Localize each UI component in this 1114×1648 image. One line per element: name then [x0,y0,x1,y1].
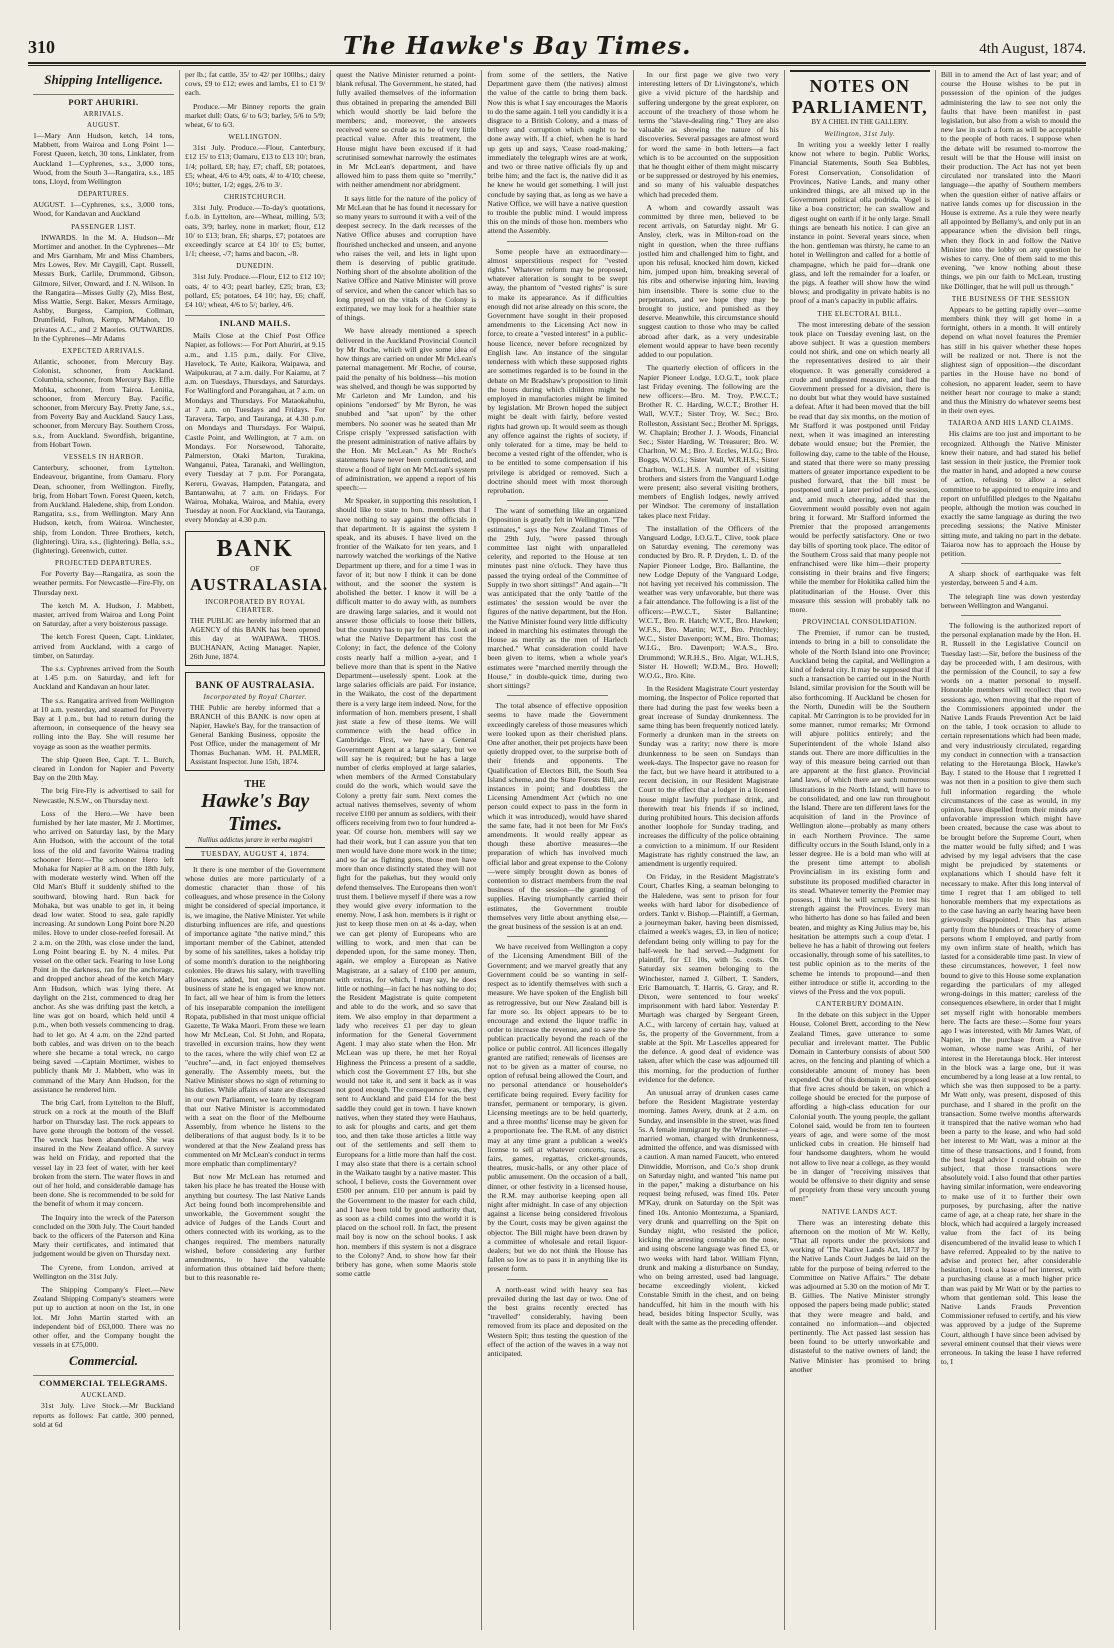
news-paragraph: The Premier, if rumor can be trusted, intends to bring in a bill to consolidate the whole of the North Island into one Province; Auckland being the capital, and Wellington a kind of federal city. It may be supposed that if such a transaction be carried out in the North Island, similar provision for the South will be also forthcoming. If Auckland be chosen for the North, Dunedin will be the Southern capital. Mr Carrington is to be provided for in some manner, rumor remarks; Mr Ormond will abjure politics entirely; and the Superintendent of the whole Island also stands out. There are more difficulties in the way of this measure being carried out than are apparent at the first glance. Provincial land laws, of which there are such numerous illustrations in the North Island, will have to be consolidated, and one law run throughout the Island. There are ten different laws for the acquisition of land in the Province of Wellington alone—probably as many others in each Northern Province. The same difficulty occurs in the South Island, only in a lesser degree. He is a bold man who will at the present time attempt to abolish Provincialism in its existing form and substitute its proposed modified character in its stead. Whatever temerity the Premier may possess, I think he will scruple to test his strength against the Provinces. Every man who hitherto has done so has failed and been beaten, and mighty as King Julius may be, his hesitation be attempts such a coup d'etat. I believe he has a habit of throwing out feelers occasionally, through some of his satellites, to test public opinion as to the merits of the scheme he intends to propound—and then either introduce or stifle it, according to the views of the Press and the vox populi. [789,628,930,997]
electoral-bill-heading: THE ELECTORAL BILL. [817,309,902,318]
news-paragraph: In the debate on this subject in the Upper House, Colonel Brett, according to the New Zealand Times, gave utterance to some peculiar and irrelevant matter. The Public Domain in Canterbury consists of about 500 acres, on the fencing and planting of which a considerable amount of money has been expended. Out of this domain it was proposed that five acres should be taken, on which a college should be erected for the purpose of affording a high-class education for our Colonial youth. The young people, the gallant Colonel said, would be from ten to fourteen years of age, and were some of the most unlicked cubs in creation. He himself had four handsome daughters, whom he would not allow to live near a college, as they would be in danger of "receiving missives that would be offensive to their dignity and sense of propriety from these very uncouth young men!" [789,1010,930,1204]
editorial-masthead-title: Hawke's Bay Times. [200,789,310,835]
business-session-heading: THE BUSINESS OF THE SESSION [951,294,1070,303]
projected-text: For Poverty Bay—Rangatira, as soon the weather permits. For Newcastle—Fire-Fly, on Thursday next. [33,569,175,597]
news-paragraph: On Friday, in the Resident Magistrate's Court, Charles King, a seaman belonging to the Haledene, was sent to prison for four weeks with hard labor for disobedience of orders. Tankt v. Bishop.—Plaintiff, a German, a journeyman baker, having been dismissed, claimed a week's wages, £3, in lieu of notice; defendant being only willing to pay for the half-week he had served.—Judgment for plaintiff, for £1 10s, with 5s. costs. On Saturday six seamen belonging to the Winchester, named J. Gilbert, T. Sanders, Eric Bamouatch, T. Harris, G. Gray, and R. Dixon, were sentenced to four weeks' imprisonment with hard labor. Yesterday P. Murtagh was charged by Sergeant Green, A.C., with larceny of certain hay, valued at 5s, the property of the Government, from a stable at the Spit. Mr Lascelles appeared for the defence. A good deal of evidence was taken, after which the case was adjourned till this morning, for the production of further evidence for the defence. [638,872,779,1084]
bank-advertisement [185,531,329,666]
bank2-incorporated: Incorporated by Royal Charter. [203,692,307,701]
news-paragraph: The Shipping Company's Fleet.—New Zealand Shipping Company's steamers were put up to auction at noon on the 1st, in one lot. Mr John Martin started with an independent bid of £63,000. There was no other offer, and the Company bought the vessels in at £75,000. [33,1284,175,1350]
editorial-paragraph: A north-east wind with heavy sea has prevailed during the last day or two. One of the best grains recently erected has "travelled" considerably, having been removed from its place and deposited on the Western Spit; thus testing the question of the effect of the action of the waves in a way not anticipated. [487,1284,628,1359]
passenger-text: INWARDS. In the M. A. Hudson—Mr Mortimer and another. In the Cyphrenes—Mr and Mrs Garnham, Mr and Miss Chambers, Mrs Lowes, Rev. Mr Caygill, Capt. Russell, Messrs Burk, Carlile, Drummond, Gibson, Gilmore, Silver, Onward, and J. N. Wilson. In the Rangatira—Misses Gully (2), Miss Best, Miss Wattie, Sergt. Baker, Messrs Armitage, Ashby, Burgess, Campion, Collman, Drumfield, Fulton, Kemp, M'Mahon, 10 privates A.C., and 2 Maories. OUTWARDS. In the Cyphrenes—Mr Adams [33,232,175,343]
editorial-paragraph: Mr Speaker, in supporting this resolution, I should like to state to hon. members that I have nothing to say against the officials in that department. It is against the system I speak, and its abuses. I have lived on the frontier of the Waikato for ten years, and I narrowly watched the workings of the Native Department up there, and for a time I was in favor of it; but now I think it can be done without, and the sooner the system is abolished the better. I know it will be a difficult matter to do away with, as numbers are drawing large salaries, and it would not answer those officials to loose their billets, but the country has to pay for all this. Look at what the Native Department has cost the Colony; in fact, the defence of the Colony costs nearly half a million a-year, and I believe more than that is spent in the Native Department—uselessly spent. Look at the large salaries officials are paid. For instance, in the Waikato, the cost of the department there is a very large item indeed. Now, for the information of hon. members present, I shall just state a few of these items. We will commence with the head office in Cambridge. First, we have a General Government Agent at a large salary, but we will say he is required; but he has a large number of clerks employed at large salaries, when members of the Armed Constabulary could do the work, which would save the Colony a pretty fair sum. Next comes the actual natives themselves, seventy of whom receive £100 per annum as soldiers, with their officers receiving from two to four hundred a-year. Of course hon. members will say we had their work, but I can assure you that ten men would have done more work in the time; and so far as fighting goes, those men have more than once distinctly stated they will not fight for the pakehas, but they would only defend themselves. The Europeans then won't trust them. I believe myself if there was a row they would give every information to the enemy. Now, I ask hon. members is it right or just to keep those men on at 4s a-day, when we can get plenty of Europeans who are willing to work, and men that can be depended upon, for the same money. Then, again, we employ a European as Native Magistrate, at a salary of £100 per annum, with extras, for which, I may say, he does little or nothing—in fact he has nothing to do; the Resident Magistrate is quite competent and able to do the work, and so save that item. We also employ in that department a lady who receives £1 per day to glean information for the General Government Agent. I may also state when the Hon. Mr McLean was up there, he met her Royal Highness the Princess a present of a saddle, which cost the Government £7 10s, but she would not take it, and sent it back as it was not good enough. The consequence was, they sent to Auckland and paid £14 for the best saddle they could get in town. I have known natives, when they stated they were Hauhaus, to ask for ploughs and carts, and get them too, and then take those articles a little way out of the settlements and sell them to Europeans for a little more than half the cost. I may also state that there is a certain school in the Waikato taught by a native master. This school, I believe, costs the Government over £500 per annum. £10 per annum is paid by the Government to the master for each child, and I have been told by good authority that, as soon as a child comes into the world it is placed on the school roll. In fact, the present mail boy is now on the school books. I ask hon. members if this system is not a disgrace to the Colony? And, to show how far their bribery has gone, when some Maoris stole some cattle [336,496,477,1279]
bank-ad-incorporated: INCORPORATED BY ROYAL CHARTER. [205,597,306,614]
editorial-paragraph: Some people have an extraordinary—almost superstitious respect for "vested rights." Whatever reform may be proposed, whatever alteration is sought to be swept away, the phantom of "vested rights" is sure to make its appearance. As if difficulties enough did not arise already on this score, the Government have sought in their proposed amendments to the Licensing Act now in force, to create a "vested interest" in a public-house licence, never before recognized by English law. An instance of the singular tenderness with which these supposed rights are sometimes regarded is to be found in the debate on Mr Bradshaw's proposition to limit the hours during which children might be employed in manufactories might be limited by legislation. Mr Brown hoped the subject might be dealt with fairly, before vested rights had grown up. It would seem as though any offence against the rights of society, if only tolerated for a time, may be held to become a vested right of the offender, who is to be entitled to some compensation if his privilege is abridged or removed. Such a doctrine should meet with most thorough reprobation. [487,246,628,495]
news-paragraph: The installation of the Officers of the Vanguard Lodge, I.O.G.T., Clive, took place on Saturday evening. The ceremony was conducted by Bro. R. P. Dryden, L. D. of the Napier Pioneer Lodge, Bro. Ballantine, the new Lodge Deputy of the Vanguard Lodge, not having yet received his commission. The weather was very unfavorable, but there was a fair attendance. The following is a list of the officers:—P.W.C.T., Sister Ballantine; W.C.T., Bro. R. Hatch; W.V.T., Bro. Hawken; W.F.S., Bro. Martin; W.T., Bro. Pritchley; W.C., Sister Davenport; W.M., Bro. Thomas; W.I.G., Bro. Davenport; W.A.S., Bro. Drummond; W.R.H.S., Bro. Algar, W.L.H.S, Sister H. Howell; W.D.M., Bro. Howell; W.O.G., Bro. Kite. [638,523,779,680]
arrivals-heading: ARRIVALS. [83,110,124,118]
bank-ad-text: THE PUBLIC are hereby informed that an AGENCY of this BANK has been opened this day at WAIPAWA. THOS. BUCHANAN, Acting Manager. Napier, 26th June, 1874. [190,615,321,661]
projected-heading: PROJECTED DEPARTURES. [55,559,152,568]
news-paragraph: The ship Queen Bee, Capt. T. L. Burch, cleared in London for Napier and Poverty Bay on the 20th May. [33,754,175,783]
editorial-paragraph: quest the Native Minister returned a point-blank refusal. The Government, he stated, had fully availed themselves of the information thus obtained in preparing the amended Bill which would shortly be laid before the members; and, moreover, the answers received were so crude as to be of very little practical value. After this treatment, the House might have been excused if it had scrutinised somewhat narrowly the estimates in Mr McLean's department, and have allowed him to pass them quite so "merrily," with neither amendment nor abridgment. [336,70,477,190]
news-paragraph: The following is the authorized report of the personal explanation made by the Hon. H. R. Russell in the Legislative Council on Tuesday last:—Sir, before the business of the day be proceeded with, I am desirous, with the permission of the Council, to say a few words on a matter personal to myself. Honorable members will recollect that two sessions ago, when moving that the report of the Commissioners appointed under the Native Lands Frauds Prevention Act be laid on the table, I took occasion to allude to certain representations which had been made, and very industriously circulated, regarding my conduct in connection with a transaction relating to the Heretaunga Block, Hawke's Bay. I stated to the House that I regretted I was not then in a position to give them such full information regarding the whole circumstances of the case as would, in my opinion, have dispelled from their minds any unfavorable impression which might have been created, because the case was about to be brought before the Supreme Court, when the matter would be fully sifted; and I was advised by my legal advisers that the case might be prejudiced by statements or explanations which I should have felt it necessary to make. After this long interval of time I regret that I am obliged to tell honorable members that my expectations as to the case having an early hearing have been grievously disappointed. This has arisen partly from the blunders or treachery of some persons whom I employed, and partly from my own infirm state of health, which has lasted for a considerable time past. In view of these circumstances, however, I feel now bound to give to this House some explanation regarding the particulars of my alleged wrong-doings in this matter; careless of the consequences elsewhere, in order that I might set myself right with honorable members here. The facts are these:—Some four years ago I was interested, with Mr James Watt, of Napier, in the purchase from a Native woman, whose name was Arihi, of her interest in the Heretaunga block. Her interest in the block was a large one, but it was encumbered by a long lease at a low rental, to which she was then supposed to be a party. Mr Watt only, was present, disposed of this purchase, and I shared in the profit on the transaction. Some twelve months afterwards it transpired that the native woman who had been a party to the lease, and who had sold her interest to Mr Watt, was a minor at the time of these transactions, and I found, from the best legal advice I could obtain on the subject, that those transactions were absolutely void. I also found that other parties having similar information, were endeavoring to make use of it to further their own purposes, by purchasing, after the native came of age, at a cheap rate, her share in the block, which had acquired a largely increased value from the fact of its being disencumbered of the invalid lease to which I have referred. Appealed to by the native to advise and protect her, after considerable hesitation, I took a lease of her interest, with a purchasing clause at a much higher price than was paid by Mr Watt or by the parties to whom that gentleman sold. This lease the Native Lands Frauds Prevention Commissioner refused to certify, and his view was approved by a judge of the Supreme Court, although I have since been advised by several eminent counsel that their views were erroneous. In taking the lease I have referred to, I [940,620,1081,1367]
port-heading: PORT AHURIRI. [33,94,174,107]
news-paragraph: A sharp shock of earthquake was felt yesterday, between 5 and 4 a.m. [940,569,1081,588]
column-3 [330,70,481,1630]
news-paragraph: In the Resident Magistrate Court yesterday morning, the Inspector of Police reported that there had during the past few weeks been a great increase of Sunday drunkenness. The same thing has been frequently noticed lately. Formerly a drunken man in the streets on Sunday was a rarity; now there is more drunkenness to be seen on Sundays than week-days. The Inspector gave no reason for the fact, but we have heard it attributed to a recent decision, in our Resident Magistrate Court to the effect that a lodger in a licensed house might lawfully purchase drink, and therewith treat his friends if so inclined, during prohibited hours. This decision affords another loophole for Sunday trading, and increases the difficulty of the police obtaining a conviction to a minimum. If our Resident Magistrate has rightly construed the law, an amendment is urgently required. [638,684,779,869]
bank-ad-name: AUSTRALASIA. [190,574,329,594]
bank-ad-title: BANK [216,535,294,562]
news-paragraph: The Inquiry into the wreck of the Paterson concluded on the 30th July. The Court handed back to the officers of the Paterson and Kina Mary their certificates, and intimated that judgement would be given on Thursday next. [33,1212,175,1259]
editorial-dateline: TUESDAY, AUGUST 4, 1874. [185,847,325,860]
departures-heading: DEPARTURES. [77,190,130,199]
editorial-paragraph: It says little for the nature of the policy of Mr McLean that he has found it necessary for so many years to surround it with a veil of the deepest secrecy. In the dark recesses of the Native Office abuses and corruption have flourished unchecked and unseen, and anyone who raises the veil, and lets in light upon them is deserving of public gratitude. Nothing short of the absolute abolition of the Native Office and Native Minister will prove of service, and when the cancer which has so long preyed on the vitals of the Colony is extirpated, we may look for a healthier state of things. [336,193,477,323]
section-title-shipping: Shipping Intelligence. [44,72,163,87]
news-paragraph: His claims are too just and important to be recognized. Although the Native Minister knew their nature, and had stated his belief last session in their justice, the Premier took the matter in hand, and adopted a new course of action, refusing to allow a select committee to be appointed to enquire into and report on unfulfilled pledges to the Ngaitahu people, although the motion was couched in exactly the same language as during the two preceding sessions; the Native Minister sitting mute, and taking no part in the debate. Taiaroa now has to approach the House by petition. [940,429,1081,558]
notes-on-parliament-title: NOTES ON PARLIAMENT, [790,70,930,118]
section-title-commercial: Commercial. [69,1353,138,1369]
divider [507,241,607,242]
editorial-paragraph: We have received from Wellington a copy of the Licensing Amendment Bill of the Government; and we marvel greatly that any Government could be so wanting in self-respect as to identify themselves with such a measure. We have spoken of the English bill as retrogressive, but our New Zealand bill is far more so. Its object appears to be to encourage and extend the liquor traffic in order to increase the revenue, and to save the publican practically beyond the reach of the police or public control. All licences illegally granted are ratified; renewals of licenses are not to be given as a matter of course, no option of refusal being allowed the Court, and no personal attendance or householder's certificate being required. Every facility for transfer, permanent or temporary, is given. Licensing meetings are to be held quarterly, and a three months' license may be given for a proportionate fee. The R.M. of any district may at any time grant a publican a week's license to sell at whatever concerts, races, fairs, games, regattas, cricket-grounds, theatres, music-halls, or any other place of public amusement. On the occasion of a ball, dinner, or other festivity in a licensed house, the R.M. may authorise keeping open all night after midnight. In case of any objection against a license being considered frivolous by the Court, costs may be given against the objector. The Bill might have been drawn by a committee of wholesale and retail liquor-dealers; but we do not think the House has fallen so low as to pass it in anything like its present form. [487,942,628,1274]
news-paragraph: per lb.; fat cattle, 35/ to 42/ per 100lbs.; dairy cows, £9 to £12; ewes and lambs, £1 to £1 9/ each. [185,70,326,98]
header-rule [28,65,1086,66]
page-header [28,26,1086,64]
news-paragraph: Bill in to amend the Act of last year; and of course the House wishes to be put in possession of the opinion of the judges administering the law to see not only the faults that have been manifest in past legislation, but also from a wish to mould the new law in such a form as will be acceptable to the people of both races. I suppose when the debate will be resumed to-morrow the result will be that the House will insist on their production. The Act has not yet been circulated nor translated into the Maori language—the apathy of Southern members when the question either of native affairs or native lands comes up for discussion in the House is extreme. As a rule they were nearly all appointed by Bellamy's, and only put in an appearance when the division bell rings, when they flock in and follow the Native Minister into the lobby on any question he wishes to carry. One of them said to me this evening, "we know nothing about these things, we pin our faith to McLean, trusting like Döllinger, that he will pull us through." [940,70,1081,291]
departures-text: AUGUST. 1—Cyphrenes, s.s., 3,000 tons, Wood, for Kandavan and Auckland [33,200,175,219]
commercial-telegrams-heading: COMMERCIAL TELEGRAMS. [33,1375,174,1388]
column-4 [481,70,632,1630]
page-number: 310 [28,37,55,57]
vessels-text: Canterbury, schooner, from Lyttelton. Endeavour, brigantine, from Oamaru. Flory Dean, schooner, from Wellington. Firefly, brig, from Hobart Town. Forest Queen, ketch, from Auckland. Haledene, ship, from London. Rangatira, s.s., from Wellington. Mary Ann Hudson, ketch, from Wairoa. Winchester, ship, from London. Three Brothers, ketch, (lightering). Uira, s.s., (lightering). Bella, s.s., (lightering). Greenwich, cutter. [33,463,175,555]
passenger-heading: PASSENGER LIST. [71,222,136,231]
news-paragraph: The ketch M. A. Hudson, J. Mabbett, master, arrived from Wairoa and Long Point on Saturday, after a very boisterous passage. [33,600,175,629]
news-paragraph: The telegraph line was down yesterday between Wellington and Wanganui. [940,591,1081,610]
news-paragraph: The most interesting debate of the session took place on Tuesday evening last, on the above subject. It was a question members could not shirk, and one on which nearly all the representatives desired to air their eloquence. It was generally considered a crude and undigested measure, and had the Government pressed for a division, there is no doubt but what they would have sustained a defeat. After it had been moved that the bill be read that day six months, on the motion of Mr Stafford it was postponed until Friday next, when it was imagined an interesting debate would ensue; but the Premier, the following day, came to the table of the House, and stated that there were so many pressing matters of greater importance expedient to be pushed forward, that the bill must be postponed until a later period of the session, and, amid much cheering, added that the Government would possibly even not again bring it forward. Mr Stafford informed the Premier that the proposed arrangements would be perfectly satisfactory. One or two day bills of sporting took place. The editor of the Southern Cross said that many people not enfranchised were like him—their property consisting in their brains and five fingers; while the member for Hokitika called him the platitudinarian of the House. Over this measure this session will probably talk no more. [789,319,930,614]
column-1 [28,70,179,1630]
column-2 [179,70,330,1630]
news-paragraph: 31st July. Produce.—Flour, £12 to £12 10/; oats, 4/ to 4/3; pearl barley, £25; bran, £3; pollard, £5; potatoes, £4 10/; hay, £6; chaff, £4 10/; wheat, 4/6 to 5/; barley, 4/6. [185,272,326,310]
news-paragraph: The ketch Forest Queen, Capt. Linklater, arrived from Auckland, with a cargo of timber, on Saturday. [33,632,175,660]
provincial-consolidation-heading: PROVINCIAL CONSOLIDATION. [802,618,917,627]
inland-mails-text: Mails Close at the Chief Post Office Napier, as follows:— For Port Ahuriri, at 9.15 a.m., and 1.15 p.m., daily. For Clive, Havelock, Te Aute, Kaikora, Waipawa, and Waipukurau, at 7 a.m. daily. For Kaiamu, at 7 a.m. on Tuesdays, Thursdays, and Saturdays. For Wallingford and Porangahau, at 7 a.m. on Mondays and Thursdays. For Mataokahuhu, at 7 a.m. on Tuesdays and Fridays. For Taravera, Tarpo, and Tauranga, at 4.30 p.m. on Mondays and Thursdays. For Waipui, Castle Point, and Wellington, at 7 a.m. on Mondays. For Norsewood, Tahoraite, Palmerston, Otaki Marton, Turakina, Wanganui, Patea, Taranaki, and Wellington, every Tuesday at 7 p.m. For Porangata, Kereru, Gwavas, Hampden, Patangata, and Bantanwahu, at 7 a.m. on Fridays. For Wairoa, Mohaka, Wairoa, and Mahia, every Tuesday at noon. For Auckland, via Tauranga, every Monday at 4.30 p.m. [185,331,326,525]
divider [507,936,607,937]
notes-dateline: Wellington, 31st July. [824,130,896,138]
arrivals-text: 1—Mary Ann Hudson, ketch, 14 tons, Mabbett, from Wairoa and Long Point 1—Forest Queen, ketch, 30 tons, Linklater, from Auckland 1—Cyphrenes, s.s., 3,000 tons, Wood, from the South 3—Rangatira, s.s., 185 tons, Lloyd, from Wellington [33,131,175,187]
news-paragraph: Loss of the Hero.—We have been furnished by her late master, Mr J. Mortimer, who arrived on Saturday last, by the Mary Ann Hudson, with the account of the total loss of the old and favorite Wairoa trading schooner Hero:—The schooner Hero left Mohaka for Napier at 8 a.m. on the 18th July, with moderate westerly wind. When off the Old Man's Bluff it suddenly shifted to the southward, blowing hard. Run back for Mohaka, but was unable to get in, it being dead low water. Stood to sea, gale rapidly increasing. At sundown Long Point bore N.20 miles. Hove to under close-reefed foresail. At 2 a.m. on the 20th, was close under the land, Long Point bearing E. by N. 4 miles. Put vessel on the other tack. Fearing to lose Long Point in the darkness, ran for the anchorage, and dropped anchor ahead of the ketch Mary Ann Hudson, which was lying there. At daylight on the 21st, commenced to drag her anchor. As she was drifting past the ketch, a line was got on board, which held until 4 p.m., when both vessels commencing to drag, had to let go. At 4 a.m. on the 22nd parted both cables, and was driven on to the beach where she became a total wreck, no cargo being saved —Captain Mortimer, wishes to publicly thank Mr J. Mabbett, who was in command of the Mary Ann Hudson, for the assistance he rendered him. [33,808,175,1094]
editorial-motto: Nullius addictus jurare in verba magistri [197,835,313,844]
divider [507,1279,607,1280]
arrivals-month: AUGUST. [86,121,121,129]
column-6 [784,70,935,1630]
news-paragraph: Appears to be getting rapidly over—some members think they will get home in a fortnight, others in a month. It will entirely depend on what novel features the Premier has still in his quiver whether these hopes will be realized or not. There is not the slightest sign of opposition—the discordant parties in the House have no bond of cohesion, no apparent leader, seem to have neither heart nor courage to make a stand; and thus the Ministry do whatever seems best in their own eyes. [940,304,1081,416]
divider [961,615,1061,616]
news-paragraph: 31st July. Produce.—Flour, Canterbury, £12 15/ to £13; Oamaru, £13 to £13 10/; bran, 1/4; pollard, £8; hay, £7; chaff, £8; potatoes, £5; wheat, 4/6 to 4/9; oats, 4/ to 4/10; cheese, 10½; butter, 1/2; eggs, 2/6 to 3/. [185,143,326,190]
editorial-masthead-the: THE [244,778,266,790]
expected-text: Atlantic, schooner, from Mercury Bay. Colonist, schooner, from Auckland. Columbia, schooner, from Mercury Bay. Effie Mohka, schooner, from Tairoa. Lenitia, schooner, from Mercury Bay. Pacific, schooner, from Mercury Bay. Pretty Jane, s.s., from Poverty Bay and Auckland. Saucy Lass, schooner, from Mercury Bay. Southern Cross, s.s., from Auckland. Swordfish, brigantine, from Hobart Town. [33,357,175,449]
news-paragraph: The s.s. Cyphrenes arrived from the South at 1.45 p.m. on Saturday, and left for Auckland and Kandavan an hour later. [33,663,175,692]
editorial-paragraph: The total absence of effective opposition seems to have made the Government exceedingly careless of those measures which were looked upon as their cherished plans. One after another, their pet projects have been quietly dropped over, to the surprise both of their friends and opponents. The Qualification of Electors Bill, the South Sea Island scheme, and the State Forests Bill, are instances in point; and doubtless the Licensing Amendment Act (which no one person could expect to pass in the form in which it was introduced), would have shared the same fate, had it not been for Mr Fox's amendments. It would really appear as though these abortive measures—the preparation of which has involved much official labor and great expense to the Colony—were simply brought down as bones of contention to distract members from the real business of the session—the granting of supplies. Having triumphantly carried their estimates, the Government trouble themselves very little about anything else,—the great business of the session is at an end. [487,701,628,932]
issue-date: 4th August, 1874. [979,41,1086,57]
news-paragraph: Produce.—Mr Binney reports the grain market dull: Oats, 6/ to 6/3; barley, 5/6 to 5/9; wheat, 6/ to 6/3. [185,101,326,130]
bank2-text: THE Public are hereby informed that a BRANCH of this BANK is now open at Napier, Hawke's Bay, for the transaction of General Banking Business, opposite the Post Office, under the management of Mr Thomas Buchanan. WM. H. PALMER, Assistant Inspector. June 15th, 1874. [190,702,321,766]
divider [507,500,607,501]
news-paragraph: The quarterly election of officers in the Napier Pioneer Lodge, I.O.G.T., took place last Friday evening. The following are the new officers:—Bro. M. Troy, P.W.C.T.; Brother R. C. Harding, W.C.T.; Brother H. Wall, W.V.T.; Sister Troy, W. Sec.; Bro. Rolleston, Assistant Sec.; Brother M. Spriggs, W. Chaplain; Brother J. J. Woods, Financial Sec.; Sister Harding, W. Treasurer; Bro. W. Charlton, W. M.; Bro. J. Eccles, W.I.G.; Bro. Boggs, W.O.G.; Sister Wall, W.R.H.S.; Sister Charlton, W.L.H.S. A number of visiting brothers and sisters from the Vanguard Lodge were present; also several visiting brothers, members of English lodges, newly arrived per Windsor. The ceremony of installation takes place next Friday. [638,363,779,520]
editorial-paragraph: We have already mentioned a speech delivered in the Auckland Provincial Council by Mr Roche, which will give some idea of how things are carried on under Mr McLean's paternal management. Mr Roche, of course, paid the penalty of his boldness—his motion was shelved, and though he was supported by Mr Carleton and Mr Lundon, and his opinions "endorsed" by Mr Byron, he was snubbed and "sat upon" by the other members. No sooner was he seated than Mr Crispe crisply "expressed satisfaction with the present administration of native affairs by the Hon. Mr McLean." As Mr Roche's statements have never been contradicted, and throw a flood of light on Mr McLean's system of administration, we append a report of his speech:— [336,326,477,492]
dunedin-heading: DUNEDIN. [236,262,274,271]
news-paragraph: 31st July. Live Stock.—Mr Buckland reports as follows: Fat cattle, 300 penned, sold at 6d [33,1401,175,1429]
auckland-heading: AUCKLAND. [80,1391,127,1400]
canterbury-domain-heading: CANTERBURY DOMAIN. [815,1000,904,1009]
masthead-title: The Hawke's Bay Times. [342,31,692,60]
bank2-title: BANK OF AUSTRALASIA. [195,679,315,690]
news-paragraph: The brig Carl, from Lyttelton to the Bluff, struck on a rock at the mouth of the Bluff harbor on Thursday last. The rock appears to have gone through the bottom of the vessel. The wreck has been abandoned. She was insured in the New Zealand office. A survey was held on Friday, and reported that the vessel lay in 23 feet of water, with her keel broken from the stern. The water flows in and out of her hold, and considerable damage has been done. She is recommended to be sold for the benefit of whom it may concern. [33,1098,175,1209]
column-7 [935,70,1086,1630]
expected-heading: EXPECTED ARRIVALS. [62,347,145,356]
bank-ad-of: OF [250,564,261,573]
bank-advertisement-2 [185,672,325,771]
news-paragraph: In writing you a weekly letter I really know not where to begin. Public Works, Financial Statements, South Sea Bubbles, Forest Conservation, Consolidation of Provinces, Native Lands, and many other unkindred things, are all mixed up in the Government political olla podrida. Vogel is like a boa constrictor; he can swallow and digest ought on earth if it be only large. Small things are beneath his notice. I can give an instance in point. Several years since, when the hon. gentleman was thirsty, he came to an hotel in Wellington and called for a bottle of champagne, which he paid for—drank one glass, and left the remainder for a loafer, or the pigs. A feather will show how the wind blows; and prodigality in private habits is no proof of a man's capacity in public affairs. [789,140,930,306]
editorial-paragraph: It there is one member of the Government whose duties are more particularly of a domestic character than those of his colleagues, and whose presence in the Colony might be considered of special importance, it is, we imagine, the Native Minister. Yet while disturbing influences are rife, and questions of importance agitate "the native mind," this important member of the Cabinet, attended by some of his satellites, takes a holiday trip of some month's duration to the neighboring colonies. He draws his salary, with travelling allowances added, but on what important business of state he is engaged we know not. In fact, all we hear of him is from the letters of his inseparable companion the intelligent Ropata, published in that most unique official Gazette, Te Waka Maori. From these we learn how Mr McLean, Col. St John, and Ropata, travelled in excursion trains, how they went to the races, where the wily chief won £2 at "euchre"—and, in fact enjoyed themselves generally. The Assembly meets, but the Native Minister shows no sign of returning to his duties. While affairs of state are discussed in our own Parliament, we learn by telegram that our Native Minister is accommodated with a seat on the floor of the Melbourne Assembly, from whence he listens to the deliberations of that august body. Is it to be wondered at that the New Zealand press has commented on Mr McLean's conduct in terms more emphatic than complimentary? [185,864,326,1169]
column-5 [633,70,784,1630]
news-paragraph: 31st July. Produce.—To-day's quotations, f.o.b. in Lyttelton, are—Wheat, milling, 5/3; oats, 3/9; barley, none in market; flour, £12 10/ to £13; bran, £6; sharps, £7; potatoes are exceedingly scarce at £4 10/ to £5; butter, 1/1; cheese, -/7; hams and bacon, -/8. [185,203,326,259]
native-lands-act-heading: NATIVE LANDS ACT. [822,1207,898,1216]
columns [28,70,1086,1630]
editorial-paragraph: from some of the settlers, the Native Department gave them (the natives) almost the value of the cattle to bring them back. Now this is what I say encourages the Maoris to do the same again. I tell you candidly it is a disgrace to a British Colony, and a mass of bribery and corruption which ought to be done away with. If a chief, when he is hard up gets up and says, 'Cease road-making,' immediately the telegraph wires are at work, and two or three native officials fly up and bribe him; and the fact is, the native did it as he knew he would get something. I will just conclude by saying that, as long as we have a Native Office, we will have a native question to trouble the public mind. I would impress this on the minds of those hon. members who attend the Assembly. [487,70,628,236]
news-paragraph: An unusual array of drunken cases came before the Resident Magistrate yesterday morning. James Avery, drunk at 2 a.m. on Sunday, and insensible in the street, was fined 5s. A female immigrant by the Winchester—a married woman, charged with drunkenness, admitted the offence, and was dismissed with a caution. A man named Faucett, who entered Dinwiddie, Morrison, and Co.'s shop drunk on Saturday night, and wanted "his name put in the paper," making a disturbance on his request being refused, was fined 10s. Peter M'Kay, drunk on Saturday on the Spit was fined 10s. Antonio Montezuma, a Spaniard, very drunk and quarrelling on the Spit on Sunday night, who resisted the police, kicking the arresting constable on the nose, and using obscene language was fined £3, or two weeks with hard labor. William Flynn, drunk and making a disturbance on Sunday, who on being arrested, used bad language, became exceedingly violent, kicked Constable Smith in the chest, and on being handcuffed, hit him in the mouth with his head, besides biting Inspector Scully, was dealt with the same as the preceding offender. [638,1087,779,1328]
wellington-heading: WELLINGTON. [228,133,282,142]
editorial-masthead [185,779,325,844]
notes-byline: BY A CHIEL IN THE GALLERY. [811,118,909,126]
christchurch-heading: CHRISTCHURCH. [223,193,287,202]
vessels-heading: VESSELS IN HARBOR. [63,453,144,462]
taiaroa-heading: TAIAROA AND HIS LAND CLAIMS. [948,419,1074,428]
news-paragraph: There was an interesting debate this afternoon on the motion of Mr W. Kelly, "That all reports under the provisions and working of 'The Native Lands Act, 1873' by the Native Lands Court Judges be laid on the table for the purpose of being referred to the Committee on Native Affairs." The debate was adjourned at 5.30 on the motion of Mr T. B. Gillies. The Native Minister strongly opposed the papers being made public; stated that they were meagre and bald, and contained no information—and objected pertinently. The Act passed last session has been found to be utterly unworkable and distasteful to the native owners of land; the Native Minister has promised to bring another [789,1217,930,1374]
news-paragraph: The Cyrene, from London, arrived at Wellington on the 31st July. [33,1262,175,1281]
news-paragraph: The s.s. Rangatira arrived from Wellington at 10 a.m. yesterday, and steamed for Poverty Bay at 1 p.m., but had to return during the afternoon, in consequence of the heavy sea rolling into the Bay. She will resume her voyage as soon as the weather permits. [33,695,175,751]
news-paragraph: A whom and cowardly assault was committed by three men, believed to be recent arrivals, on Saturday night. Mr G. Ansley, clerk, was in Milton-road on the night in question, when the three ruffians jostled him and challenged him to fight, and upon his refusal, knocked him down, kicked him, jumped upon him, breaking several of his ribs and otherwise injuring him, leaving him insensible. There is some clue to the perpetrators, and we hope they may be brought to justice, and punished as they deserve. Meanwhile, this circumstance should suggest caution to those who may be called abroad after dark, as a very undesirable element would appear to have been recently added to our population. [638,202,779,360]
divider [961,563,1061,564]
news-paragraph: In our first page we give two very interesting letters of Dr Livingstone's, which give a vivid picture of the hardship and suffering undergone by the great explorer, on account of the treachery of those whom he terms the "slave-dealing ring." They are also valuable as showing the nature of his discoveries. Several passages are almost word for word the same in both letters—a fact which is to be accounted on the supposition that he thought either of them might miscarry or be suppressed or destroyed by his enemies, and so many of his valuable despatches which had preceded them. [638,70,779,199]
news-paragraph: The brig Fire-Fly is advertised to sail for Newcastle, N.S.W., on Thursday next. [33,786,175,805]
inland-mails-heading: INLAND MAILS. [185,315,325,328]
divider [507,695,607,696]
editorial-paragraph: The want of something like an organized Opposition is greatly felt in Wellington. "The estimates," says the New Zealand Times of the 29th July, "were passed through committee last night with unparalleled celerity, and reported to the House at ten minutes past nine o'clock. They have thus passed the trying ordeal of the Committee of Supply in two short sittings!" And again—"It was anticipated that the only 'battle of the estimates' the session would be over the figures of the native department, but the Hon. the Native Minister found very little difficulty indeed in marching his estimates through the House as merrily as the men of Harlech marched." What consideration could have been given to items, when a whole year's estimates were "marched merrily through the House," in double-quick time, during two short sittings? [487,506,628,690]
editorial-paragraph: But now Mr McLean has returned and taken his place he has treated the House with anything but courtesy. The last Native Lands Act being found both incomprehensible and unworkable, the Government sought the advice of Judges of the Lands Court and others connected with its working, as to the changes required. The members naturally wished, before considering any further amendments, to have the valuable information thus obtained laid before them; but to this reasonable re- [185,1172,326,1283]
